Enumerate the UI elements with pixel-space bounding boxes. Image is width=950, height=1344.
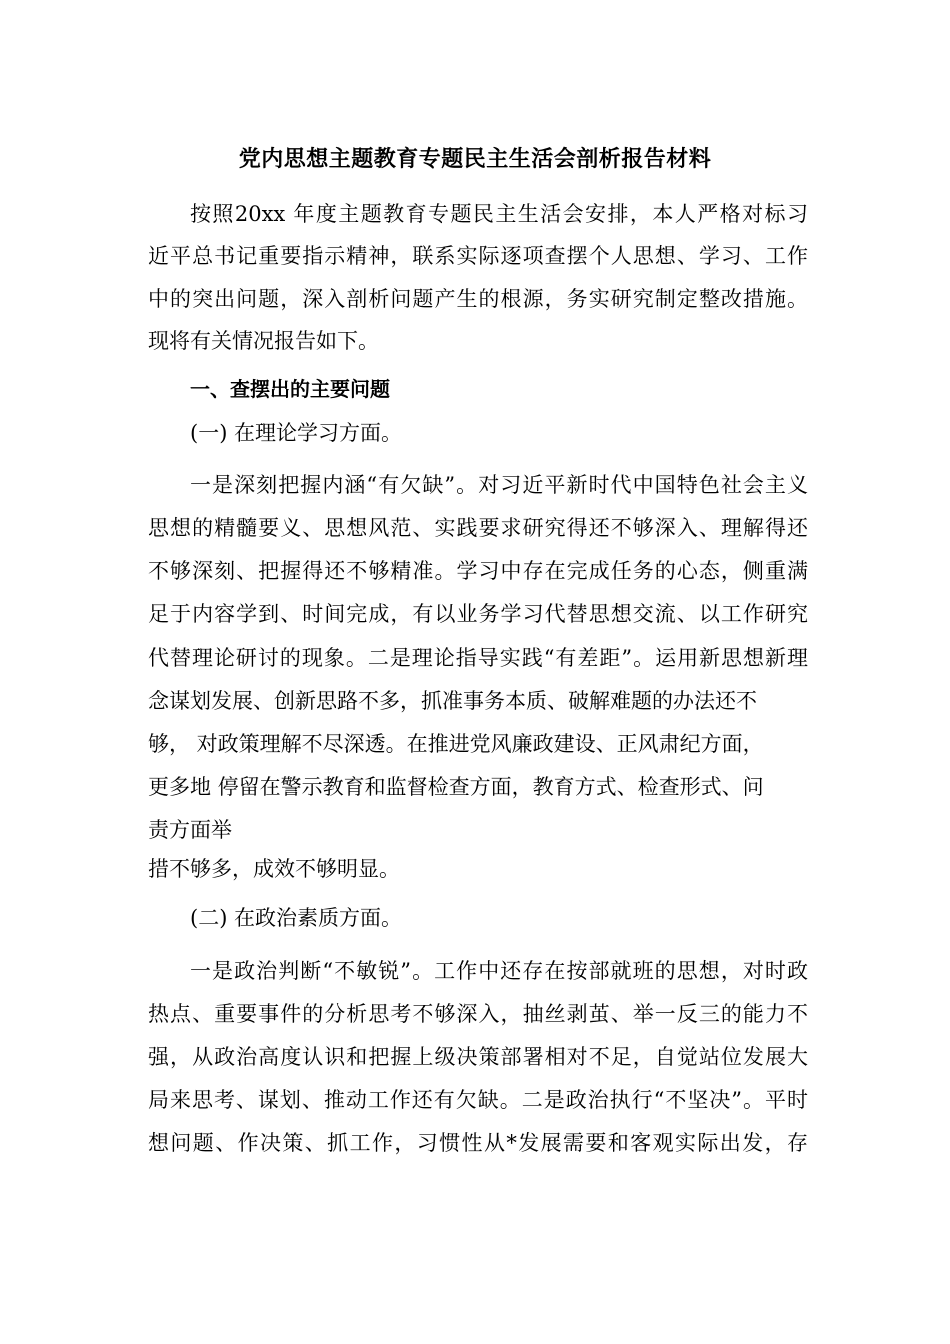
sub1-line-5: 代替理论研讨的现象。二是理论指导实践“有差距”。运用新思想新理 (148, 646, 808, 670)
subsection-heading-2: (二) 在政治素质方面。 (190, 906, 403, 930)
sub1-line-1: 一是深刻把握内涵“有欠缺”。对习近平新时代中国特色社会主义 (190, 473, 808, 497)
document-title: 党内思想主题教育专题民主生活会剖析报告材料 (238, 147, 712, 172)
sub2-line-2: 热点、重要事件的分析思考不够深入，抽丝剥茧、举一反三的能力不 (148, 1002, 808, 1026)
intro-line-1: 按照20xx 年度主题教育专题民主生活会安排，本人严格对标习 (190, 202, 808, 226)
sub1-line-4: 足于内容学到、时间完成，有以业务学习代替思想交流、以工作研究 (148, 602, 808, 626)
sub2-line-5: 想问题、作决策、抓工作，习惯性从*发展需要和客观实际出发，存 (148, 1131, 808, 1155)
sub1-line-3: 不够深刻、把握得还不够精准。学习中存在完成任务的心态，侧重满 (148, 559, 808, 583)
section-heading-1: 一、查摆出的主要问题 (190, 377, 390, 401)
sub1-line-6: 念谋划发展、创新思路不多，抓准事务本质、破解难题的办法还不 (148, 689, 757, 713)
sub1-line-7: 够， 对政策理解不尽深透。在推进党风廉政建设、正风肃纪方面， (148, 732, 764, 756)
sub1-line-2: 思想的精髓要义、思想风范、实践要求研究得还不够深入、理解得还 (148, 516, 808, 540)
subsection-heading-1: (一) 在理论学习方面。 (190, 421, 403, 445)
sub2-line-3: 强，从政治高度认识和把握上级决策部署相对不足，自觉站位发展大 (148, 1045, 808, 1069)
sub1-line-10: 措不够多，成效不够明显。 (148, 857, 400, 881)
intro-line-2: 近平总书记重要指示精神，联系实际逐项查摆个人思想、学习、工作 (148, 244, 808, 268)
sub1-line-9: 责方面举 (148, 818, 232, 842)
intro-line-4: 现将有关情况报告如下。 (148, 329, 379, 353)
sub2-line-4: 局来思考、谋划、推动工作还有欠缺。二是政治执行“不坚决”。平时 (148, 1088, 808, 1112)
sub2-line-1: 一是政治判断“不敏锐”。工作中还存在按部就班的思想，对时政 (190, 959, 808, 983)
sub1-line-8: 更多地 停留在警示教育和监督检查方面，教育方式、检查形式、问 (148, 775, 764, 799)
intro-line-3: 中的突出问题，深入剖析问题产生的根源，务实研究制定整改措施。 (148, 287, 808, 311)
